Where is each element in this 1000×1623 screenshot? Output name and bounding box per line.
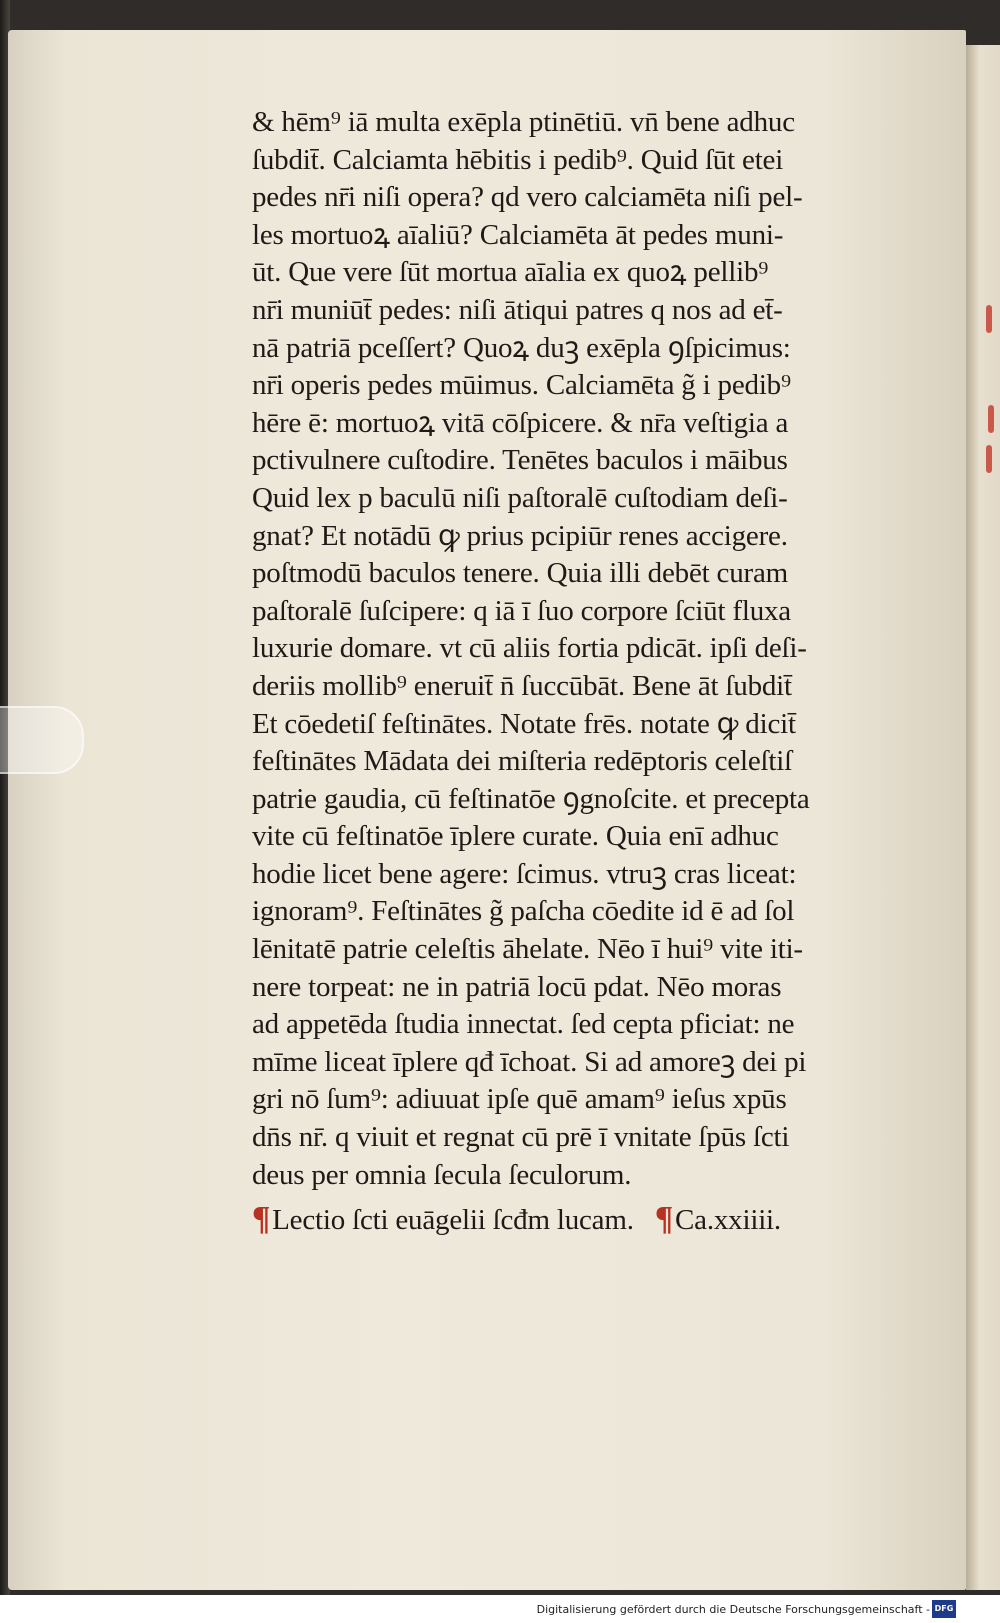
pilcrow-icon: ¶ xyxy=(252,1200,271,1238)
dfg-logo: DFG xyxy=(932,1600,956,1618)
text-line: nr̄i muniūt̄ pedes: niſi ātiqui patres q nos ad et̄- xyxy=(252,293,783,326)
text-line: mīme liceat īplere qđ īchoat. Si ad amoreꝫ dei pi xyxy=(252,1045,807,1078)
text-line: feſtinātes Mādata dei miſteria redēptoris celeſtiſ xyxy=(252,745,792,778)
text-line: hēre ē: mortuoꝝ vitā cōſpicere. & nr̄a veſtigia a xyxy=(252,406,789,439)
text-line: gri nō ſum⁹: adiuuat ipſe quē amam⁹ ieſus xpūs xyxy=(252,1083,787,1116)
text-line: deus per omnia ſecula ſeculorum. xyxy=(252,1158,632,1191)
text-line: paſtoralē ſuſcipere: q iā ī ſuo corpore ſciūt fluxa xyxy=(252,594,791,627)
text-block xyxy=(252,104,902,1238)
text-line: nr̄i operis pedes mūimus. Calciamēta g̃ i pedib⁹ xyxy=(252,369,791,402)
text-line: ignoram⁹. Feſtinātes g̃ paſcha cōedite id ē ad ſol xyxy=(252,895,795,928)
text-line: nere torpeat: ne in patriā locū pdat. Nēo moras xyxy=(252,970,782,1003)
text-line: nā patriā pceſſert? Quoꝝ duꝫ exēpla ꝯſpicimus: xyxy=(252,331,791,364)
rubric-mark xyxy=(986,445,992,473)
lectio-heading xyxy=(252,1200,902,1238)
text-line: ſubdit̄. Calciamta hēbitis i pedib⁹. Quid ſūt etei xyxy=(252,143,784,176)
text-line: les mortuoꝝ aīaliū? Calciamēta āt pedes muni- xyxy=(252,218,784,251)
text-line: ūt. Que vere ſūt mortua aīalia ex quoꝝ pellib⁹ xyxy=(252,256,769,289)
text-line: Quid lex p baculū niſi paſtoralē cuſtodiam deſi- xyxy=(252,481,788,514)
chapter-label: Ca.xxiiii. xyxy=(675,1204,781,1237)
pilcrow-icon: ¶ xyxy=(654,1200,674,1238)
page-clip xyxy=(0,706,84,774)
text-line: poſtmodū baculos tenere. Quia illi debēt curam xyxy=(252,557,788,590)
text-line: vite cū feſtinatōe īplere curate. Quia enī adhuc xyxy=(252,820,779,853)
text-line: deriis mollib⁹ eneruit̄ n̄ ſuccūbāt. Bene āt ſubdit̄ xyxy=(252,669,792,702)
text-line: hodie licet bene agere: ſcimus. vtruꝫ cras liceat: xyxy=(252,857,797,890)
rubric-mark xyxy=(988,405,994,433)
text-line: luxurie domare. vt cū aliis fortia pdicāt. ipſi deſi- xyxy=(252,632,807,665)
heading-text: Lectio ſcti euāgelii ſcđm lucam. xyxy=(272,1204,634,1237)
facing-page-edge xyxy=(966,45,1000,1590)
text-line: patrie gaudia, cū feſtinatōe ꝯgnoſcite. et precepta xyxy=(252,782,810,815)
text-line: pctivulnere cuſtodire. Tenētes baculos i māibus xyxy=(252,444,788,477)
text-line: Et cōedetiſ feſtinātes. Notate frēs. notate ꝙ dicit̄ xyxy=(252,707,796,740)
text-line: & hēm⁹ iā multa exēpla ptinētiū. vn̄ bene adhuc xyxy=(252,106,795,138)
text-line: pedes nr̄i niſi opera? qd vero calciamēta niſi pel- xyxy=(252,181,803,214)
text-line: gnat? Et notādū ꝙ prius pcipiūr renes accigere. xyxy=(252,519,788,552)
text-line: ad appetēda ſtudia innectat. ſed cepta pficiat: ne xyxy=(252,1008,795,1041)
text-line: dn̄s nr̄. q viuit et regnat cū prē ī vnitate ſpūs ſcti xyxy=(252,1121,790,1154)
text-line: lēnitatē patrie celeſtis āhelate. Nēo ī hui⁹ vite iti- xyxy=(252,933,803,966)
footer-credit: Digitalisierung gefördert durch die Deutsche Forschungsgemeinschaft - xyxy=(536,1603,930,1616)
rubric-mark xyxy=(986,305,992,333)
